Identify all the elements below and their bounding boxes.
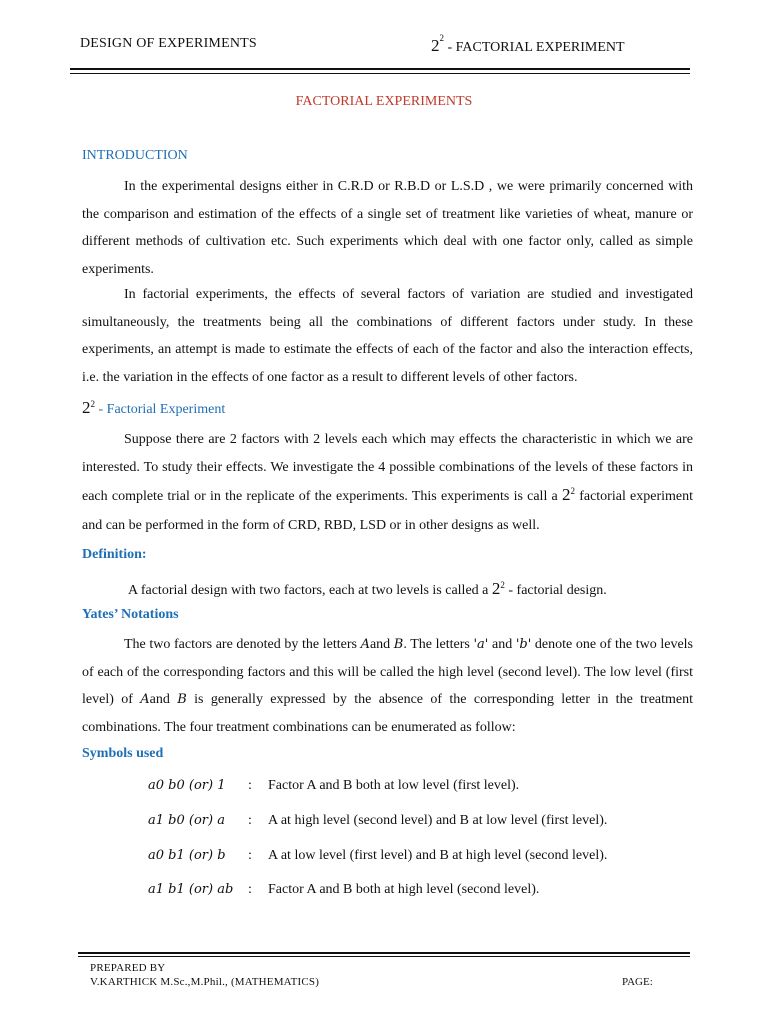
header-exponent: 2	[439, 33, 444, 43]
factorial-heading-text: - Factorial Experiment	[95, 402, 226, 417]
intro-paragraph-1: In the experimental designs either in C.R.D or R.B.D or L.S.D , we were primarily concerned with the comparison and estimation of the effects of a single set of treatment like varieties of wheat, manure or different methods of cultivation etc. Such experiments which deal with one factor only, called as simple experiments.	[82, 179, 693, 277]
factorial-base: 2	[82, 398, 91, 417]
header-right-text: - FACTORIAL EXPERIMENT	[444, 40, 625, 55]
symbol-description: A at high level (second level) and B at low level (first level).	[268, 813, 608, 828]
yates-text-2: . The letters	[403, 637, 474, 652]
definition-base: 2	[491, 579, 501, 598]
intro-paragraph-2: In factorial experiments, the effects of several factors of variation are studied and investigated simultaneously, the treatments being all the combinations of different factors under study. In these experiments, an attempt is made to estimate the effects of each of the factor and also the interaction effects, i.e. the variation in the effects of one factor as a result to different levels of other factors.	[82, 287, 693, 385]
symbol-colon: :	[248, 848, 252, 863]
yates-paragraph	[82, 631, 693, 741]
factorial-paragraph-b: factorial experiment and can be performed in the form of CRD, RBD, LSD or in other designs as well.	[82, 489, 694, 533]
factorial-experiment-heading	[82, 398, 225, 418]
footer-rule-thin	[78, 956, 690, 957]
symbol-expression: a0 b0 (or) 1	[148, 778, 226, 793]
letter-b-quoted: 'b'	[515, 637, 532, 652]
symbol-expression: a1 b0 (or) a	[148, 813, 225, 828]
symbol-colon: :	[248, 882, 252, 897]
yates-text-3: denote one of the two levels of each of the corresponding factors and this will be called the high level (second level). The low level (first level) of	[82, 637, 694, 707]
yates-text-1: The two factors are denoted by the letters	[124, 637, 361, 652]
yates-text-4: is generally expressed by the absence of the corresponding letter in the treatment combinations. The four treatment combinations can be enumerated as follow:	[82, 692, 694, 735]
page-title: FACTORIAL EXPERIMENTS	[295, 94, 473, 109]
factorial-exponent: 2	[90, 399, 95, 409]
factorial-paragraph-a: Suppose there are 2 factors with 2 levels each which may effects the characteristic in which we are interested. To study their effects. We investigate the 4 possible combinations of the levels of these factors in each complete trial or in the replicate of the experiments. This experiments is call a	[82, 432, 693, 504]
factorial-paragraph-exponent: 2	[570, 486, 575, 496]
header-right-title	[431, 33, 625, 56]
header-left-title: DESIGN OF EXPERIMENTS	[80, 36, 257, 51]
introduction-heading: INTRODUCTION	[82, 148, 188, 163]
symbol-expression: a0 b1 (or) b	[148, 848, 226, 863]
symbol-description: Factor A and B both at low level (first level).	[268, 778, 520, 793]
footer-page-label: PAGE:	[622, 976, 653, 988]
definition-text-a: A factorial design with two factors, each at two levels is called a	[128, 583, 492, 598]
factorial-paragraph-base: 2	[561, 485, 571, 504]
footer-author: V.KARTHICK M.Sc.,M.Phil., (MATHEMATICS)	[90, 976, 320, 988]
factor-a-symbol: A	[360, 637, 370, 652]
factor-b-symbol: B	[393, 637, 404, 652]
footer-prepared-by: PREPARED BY	[90, 962, 166, 974]
factor-a-symbol-2: A	[140, 692, 150, 707]
symbol-colon: :	[248, 778, 252, 793]
symbols-used-heading: Symbols used	[82, 746, 164, 761]
symbol-colon: :	[248, 813, 252, 828]
yates-and-1: and	[369, 637, 394, 652]
letter-a-quoted: 'a'	[473, 637, 489, 652]
symbol-expression: a1 b1 (or) ab	[148, 882, 234, 897]
header-rule-thick	[70, 68, 690, 70]
header-base: 2	[431, 36, 440, 55]
symbol-description: Factor A and B both at high level (second level).	[268, 882, 540, 897]
header-rule-thin	[70, 73, 690, 74]
factor-b-symbol-2: B	[177, 692, 187, 707]
footer-rule-thick	[78, 952, 690, 954]
symbol-description: A at low level (first level) and B at high level (second level).	[268, 848, 608, 863]
definition-text-b: - factorial design.	[504, 583, 607, 598]
definition-exponent: 2	[500, 580, 505, 590]
yates-and-3: and	[149, 692, 178, 707]
yates-notations-heading: Yates’ Notations	[82, 607, 179, 622]
definition-heading: Definition:	[82, 547, 147, 562]
definition-text	[128, 575, 688, 606]
factorial-paragraph	[82, 426, 693, 539]
yates-and-2: and	[488, 637, 516, 652]
